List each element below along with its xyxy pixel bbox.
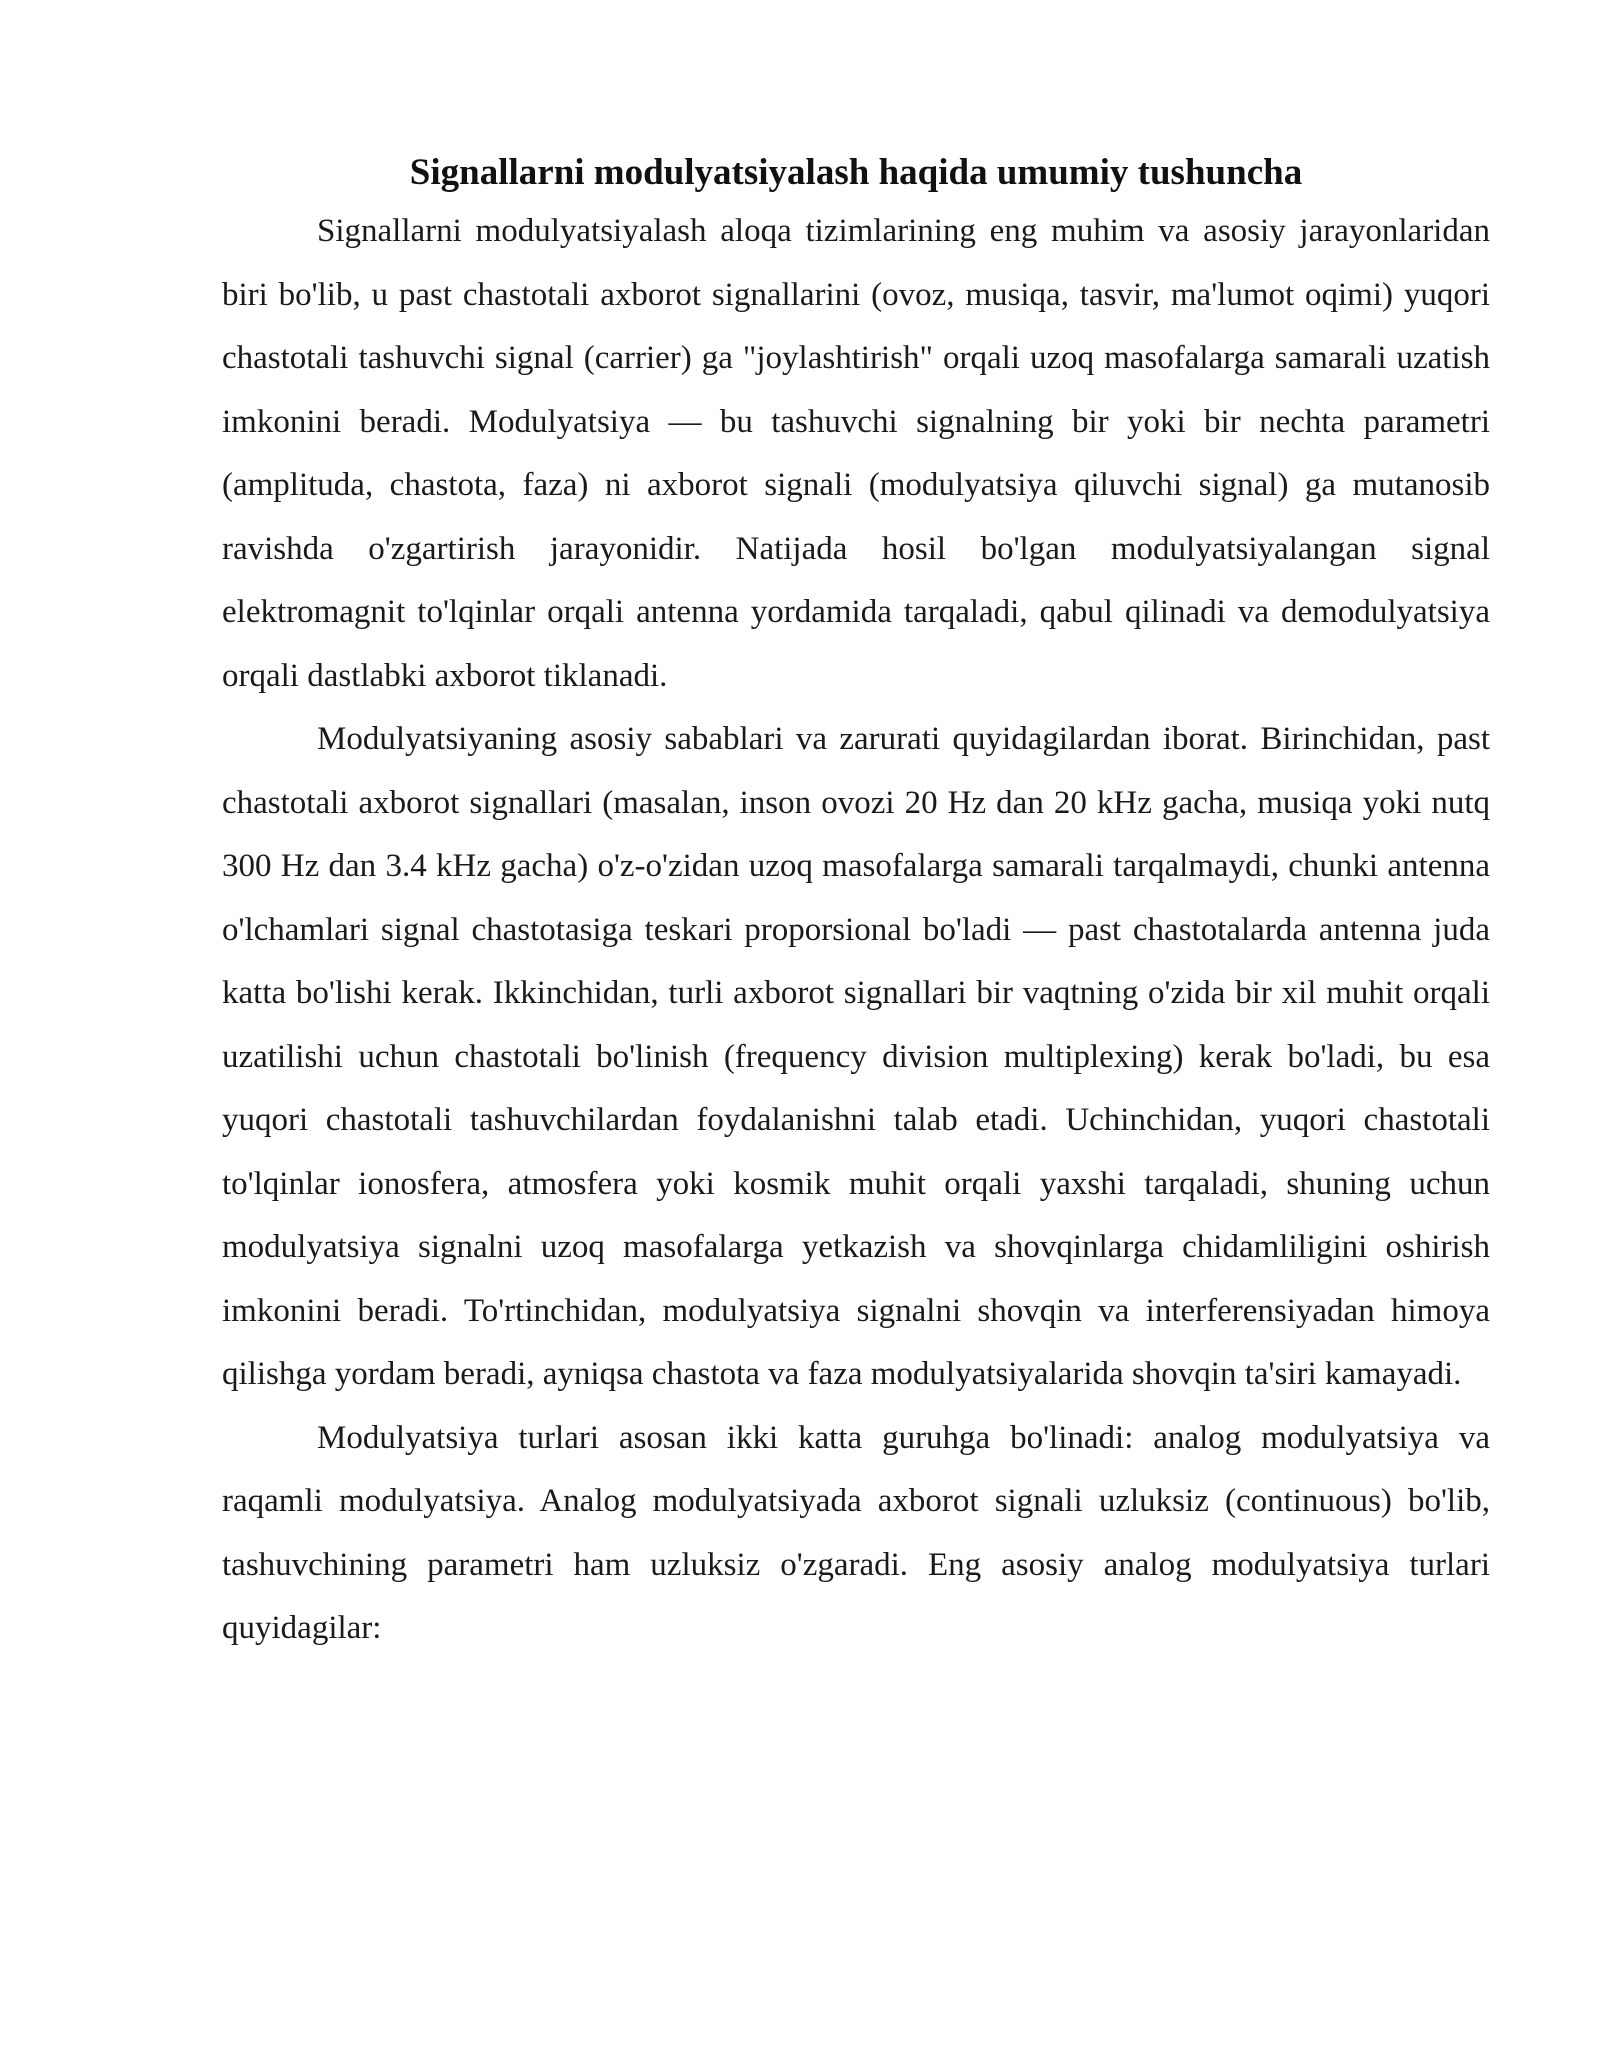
paragraph-intro: Signallarni modulyatsiyalash aloqa tizimlarining eng muhim va asosiy jarayonlaridan biri bo'lib, u past chastotali axborot signallarini (ovoz, musiqa, tasvir, ma'lumot oqimi) yuqori chastotali tashuvchi signal (carrier) ga "joylashtirish" orqali uzoq masofalarga samarali uzatish imkonini beradi. Modulyatsiya — bu tashuvchi signalning bir yoki bir nechta parametri (amplituda, chastota, faza) ni axborot signali (modulyatsiya qiluvchi signal) ga mutanosib ravishda o'zgartirish jarayonidir. Natijada hosil bo'lgan modulyatsiyalangan signal elektromagnit to'lqinlar orqali antenna yordamida tarqaladi, qabul qilinadi va demodulyatsiya orqali dastlabki axborot tiklanadi. <box>222 213 1490 694</box>
paragraph-types: Modulyatsiya turlari asosan ikki katta guruhga bo'linadi: analog modulyatsiya va raqamli modulyatsiya. Analog modulyatsiyada axborot signali uzluksiz (continuous) bo'lib, tashuvchining parametri ham uzluksiz o'zgaradi. Eng asosiy analog modulyatsiya turlari quyidagilar: <box>222 1419 1490 1646</box>
document-body <box>222 146 1490 1661</box>
document-title: Signallarni modulyatsiyalash haqida umumiy tushuncha <box>409 152 1303 193</box>
paragraph-reasons: Modulyatsiyaning asosiy sabablari va zarurati quyidagilardan iborat. Birinchidan, past chastotali axborot signallari (masalan, inson ovozi 20 Hz dan 20 kHz gacha, musiqa yoki nutq 300 Hz dan 3.4 kHz gacha) o'z-o'zidan uzoq masofalarga samarali tarqalmaydi, chunki antenna o'lchamlari signal chastotasiga teskari proporsional bo'ladi — past chastotalarda antenna juda katta bo'lishi kerak. Ikkinchidan, turli axborot signallari bir vaqtning o'zida bir xil muhit orqali uzatilishi uchun chastotali bo'linish (frequency division multiplexing) kerak bo'ladi, bu esa yuqori chastotali tashuvchilardan foydalanishni talab etadi. Uchinchidan, yuqori chastotali to'lqinlar ionosfera, atmosfera yoki kosmik muhit orqali yaxshi tarqaladi, shuning uchun modulyatsiya signalni uzoq masofalarga yetkazish va shovqinlarga chidamliligini oshirish imkonini beradi. To'rtinchidan, modulyatsiya signalni shovqin va interferensiyadan himoya qilishga yordam beradi, ayniqsa chastota va faza modulyatsiyalarida shovqin ta'siri kamayadi. <box>222 721 1490 1392</box>
